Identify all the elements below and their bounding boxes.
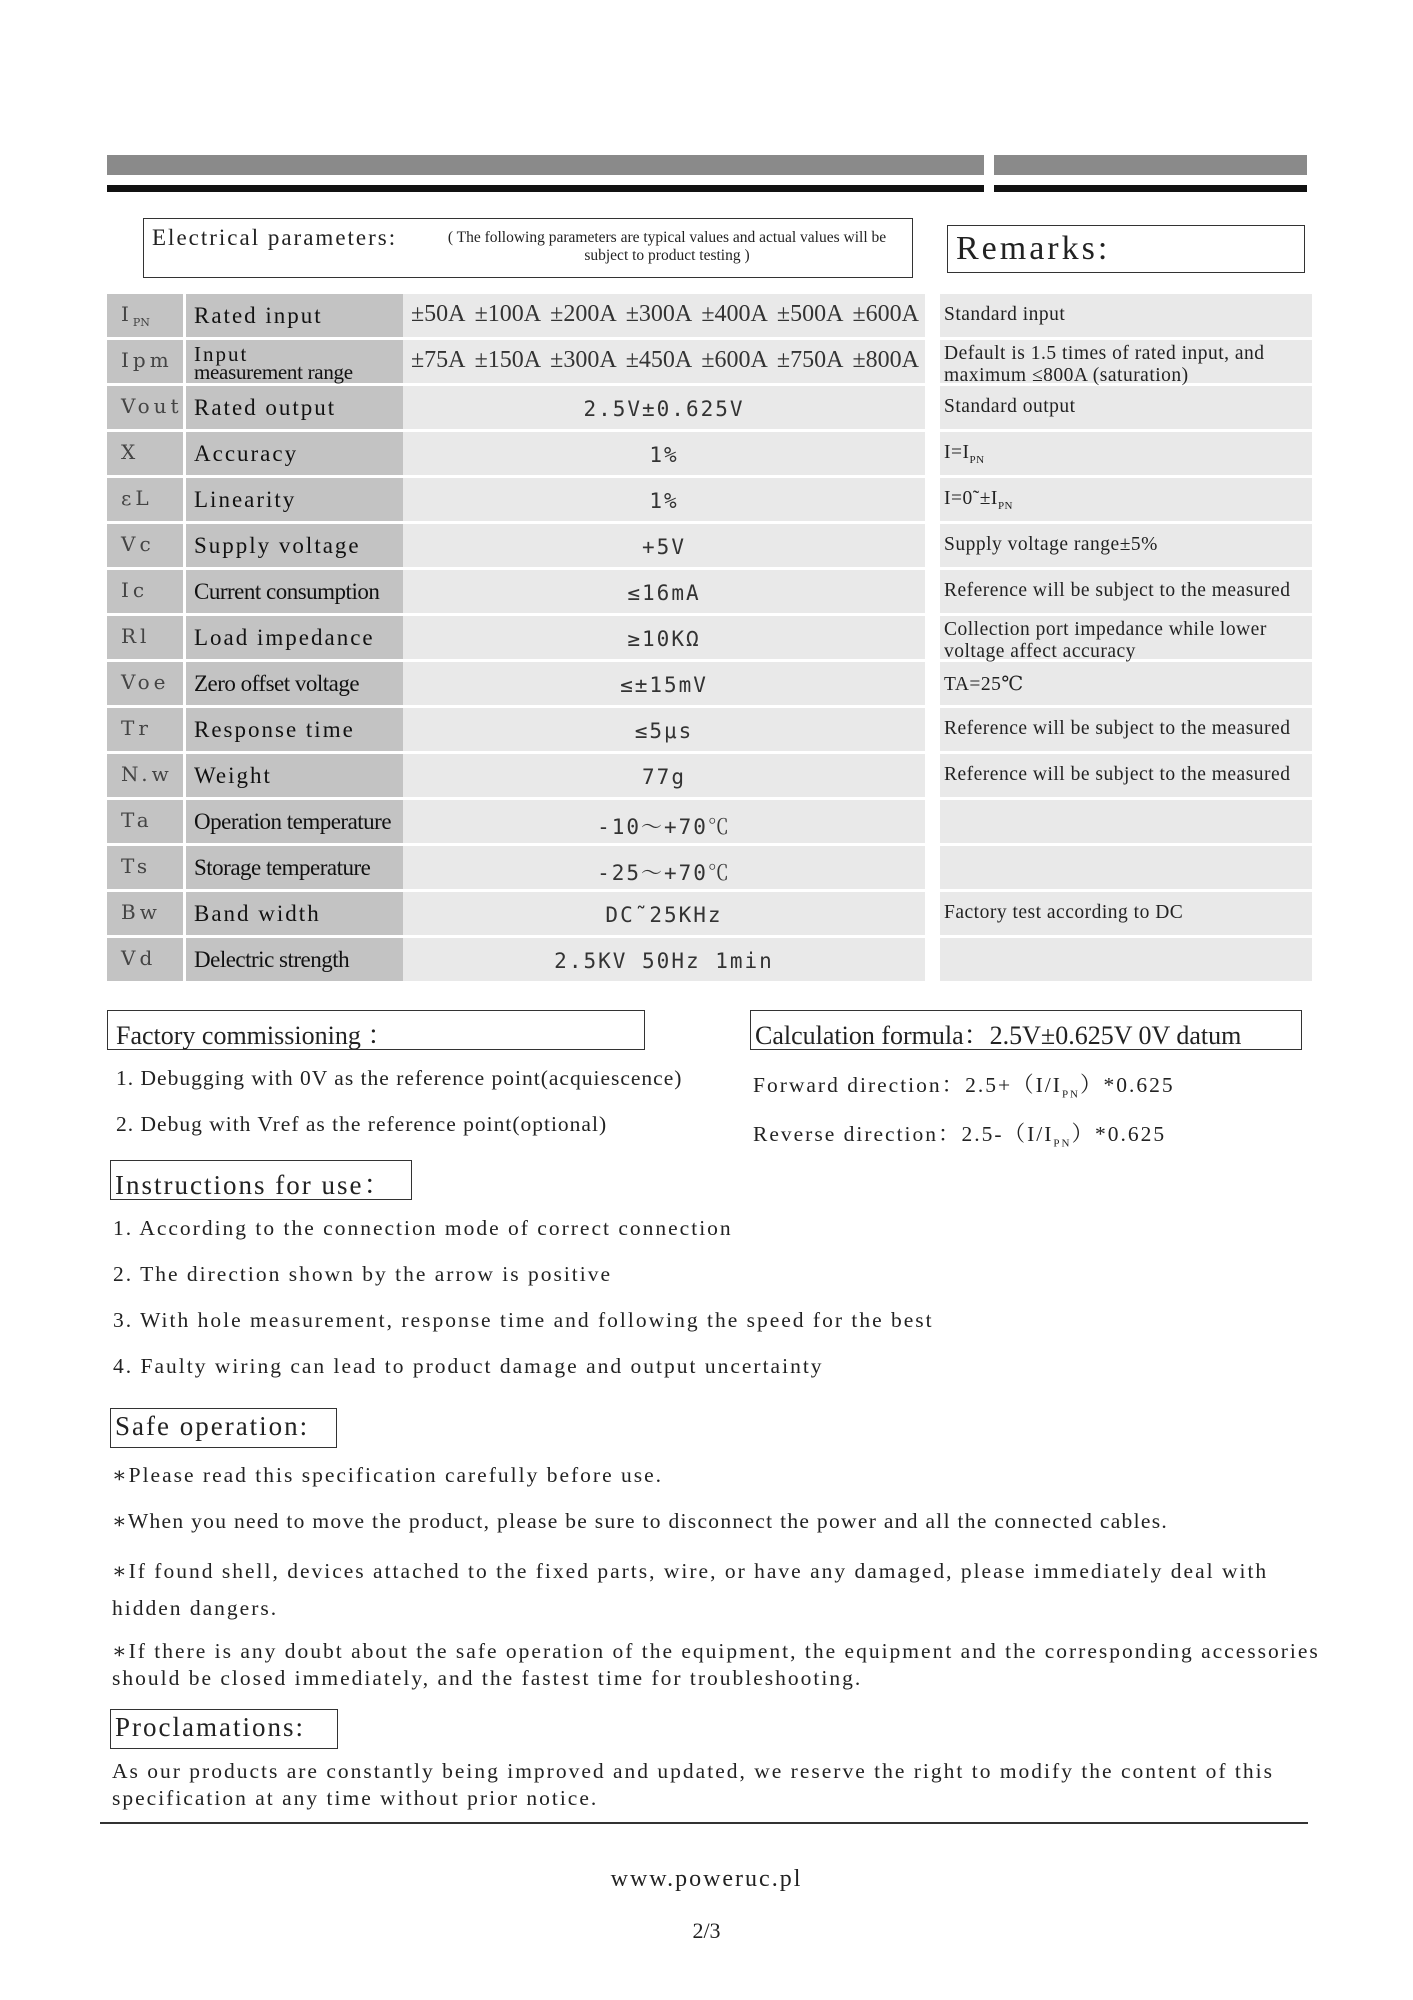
parameter-remark	[940, 524, 1312, 567]
proclamations-title: Proclamations:	[110, 1709, 338, 1749]
parameter-remark-text: I=0˜±I	[944, 488, 998, 509]
parameter-remark-text: Reference will be subject to the measured	[944, 580, 1291, 601]
parameter-symbol-text: Vd	[121, 946, 157, 970]
parameter-symbol-text: I	[121, 302, 133, 326]
safe-item: ∗When you need to move the product, please be sure to disconnect the power and all the connected cables.	[112, 1509, 1169, 1533]
parameter-row	[107, 386, 1307, 431]
parameter-value-item: ±400A	[701, 301, 768, 327]
parameter-value-item: ±450A	[625, 347, 693, 373]
parameter-symbol	[107, 294, 183, 337]
parameter-remark	[940, 570, 1312, 613]
instruction-item: 3. With hole measurement, response time and following the speed for the best	[113, 1308, 934, 1332]
parameter-remark	[940, 386, 1312, 429]
footer-website: www.poweruc.pl	[610, 1866, 803, 1892]
parameter-value: -10～+70℃	[403, 800, 925, 843]
parameter-value-item: ±75A	[411, 347, 466, 373]
parameter-row	[107, 340, 1307, 385]
parameter-row	[107, 524, 1307, 569]
parameter-remark-text: Standard input	[944, 304, 1066, 325]
parameter-row	[107, 754, 1307, 799]
parameter-remark-line: maximum ≤800A (saturation)	[944, 365, 1189, 386]
parameter-remark-text: Standard output	[944, 396, 1076, 417]
parameter-value-item: ±750A	[776, 347, 844, 373]
parameter-remark-sub: PN	[997, 499, 1013, 512]
parameter-value-item: ±600A	[852, 301, 919, 327]
formula-reverse-end: ）*0.625	[1071, 1122, 1167, 1146]
parameter-value-item: ±150A	[474, 347, 542, 373]
parameter-row	[107, 294, 1307, 339]
parameter-symbol-text: Ic	[121, 578, 149, 602]
instruction-item: 4. Faulty wiring can lead to product damage and output uncertainty	[113, 1354, 824, 1378]
parameter-value: ≤5μs	[403, 708, 925, 751]
parameter-remark-line: voltage affect accuracy	[944, 641, 1136, 662]
parameter-remark-line: Default is 1.5 times of rated input, and	[944, 343, 1265, 364]
parameter-name: Storage temperature	[186, 846, 487, 889]
formula-reverse	[753, 1117, 1166, 1149]
safe-item: ∗If there is any doubt about the safe operation of the equipment, the equipment and the corresponding accessories should be closed immediately, and the fastest time for troubleshooting.	[112, 1639, 1320, 1690]
parameter-name: Zero offset voltage	[186, 662, 487, 705]
formula-forward-text: Forward direction：2.5+（I/I	[753, 1073, 1062, 1097]
factory-item: 1. Debugging with 0V as the reference point(acquiescence)	[116, 1066, 683, 1090]
parameter-value-item: ±100A	[474, 301, 542, 327]
proclamations-text: As our products are constantly being improved and updated, we reserve the right to modify the content of this specification at any time without prior notice.	[112, 1759, 1274, 1810]
header-bar-right	[994, 155, 1307, 175]
parameter-symbol	[107, 846, 183, 889]
parameter-symbol-text: Voe	[121, 670, 170, 694]
parameter-name: Accuracy	[186, 432, 487, 475]
parameter-remark-line: Collection port impedance while lower	[944, 619, 1267, 640]
parameter-symbol-text: Rl	[121, 624, 151, 648]
header-rule-right	[994, 185, 1307, 192]
parameter-value: ≥10KΩ	[403, 616, 925, 659]
parameter-name: Current consumption	[186, 570, 487, 613]
parameter-row	[107, 846, 1307, 891]
parameter-remark	[940, 846, 1312, 889]
parameter-symbol-text: Tr	[121, 716, 152, 740]
instruction-item: 2. The direction shown by the arrow is positive	[113, 1262, 613, 1286]
parameter-symbol-text: Ta	[121, 808, 153, 832]
parameter-remark-sub: PN	[969, 453, 985, 466]
formula-forward-sub: PN	[1061, 1088, 1080, 1101]
parameter-name: Response time	[186, 708, 487, 751]
parameter-name: Band width	[186, 892, 487, 935]
parameter-name: Rated output	[186, 386, 487, 429]
parameter-remark	[940, 616, 1312, 662]
parameter-value: 2.5KV 50Hz 1min	[403, 938, 925, 981]
instructions-title: Instructions for use：	[110, 1160, 412, 1200]
parameter-remark	[940, 754, 1312, 797]
safe-item: ∗If found shell, devices attached to the fixed parts, wire, or have any damaged, please immediately deal with hidden dangers.	[112, 1559, 1269, 1620]
footer-divider	[100, 1822, 1308, 1824]
parameter-row	[107, 892, 1307, 937]
parameter-remark-text: Reference will be subject to the measured	[944, 764, 1291, 785]
parameter-value-item: ±300A	[625, 301, 693, 327]
parameter-value: +5V	[403, 524, 925, 567]
parameter-value-item: ±300A	[550, 347, 617, 373]
parameter-symbol	[107, 478, 183, 521]
parameter-name: Rated input	[186, 294, 487, 337]
electrical-parameters-header	[143, 218, 913, 278]
parameter-name: Linearity	[186, 478, 487, 521]
parameter-symbol-text: X	[121, 440, 140, 464]
remarks-header	[947, 225, 1305, 273]
parameter-value-item: ±500A	[776, 301, 844, 327]
parameter-row	[107, 616, 1307, 661]
parameter-value	[403, 294, 925, 337]
parameter-value: -25～+70℃	[403, 846, 925, 889]
parameter-row	[107, 938, 1307, 983]
parameter-name: Delectric strength	[186, 938, 487, 981]
parameter-value: 2.5V±0.625V	[403, 386, 925, 429]
parameter-remark	[940, 340, 1312, 386]
formula-reverse-text: Reverse direction：2.5-（I/I	[753, 1122, 1054, 1146]
parameter-row	[107, 662, 1307, 707]
parameter-remark	[940, 662, 1312, 705]
parameter-symbol	[107, 570, 183, 613]
parameter-row	[107, 570, 1307, 615]
parameter-symbol	[107, 340, 183, 383]
parameter-symbol	[107, 386, 183, 429]
parameter-symbol-text: Vout	[121, 394, 183, 418]
parameter-symbol	[107, 432, 183, 475]
parameter-value: ≤±15mV	[403, 662, 925, 705]
parameter-symbol	[107, 524, 183, 567]
factory-commissioning-title: Factory commissioning ：	[107, 1010, 645, 1050]
parameter-remark	[940, 892, 1312, 935]
parameter-name-line: Input	[194, 342, 249, 366]
formula-reverse-sub: PN	[1053, 1137, 1072, 1150]
factory-item: 2. Debug with Vref as the reference point(optional)	[116, 1112, 608, 1136]
electrical-parameters-note: ( The following parameters are typical values and actual values will be subject to product testing )	[447, 229, 887, 264]
parameter-value-item: ±800A	[852, 347, 919, 373]
remarks-title: Remarks:	[956, 230, 1111, 267]
parameter-value-item: ±600A	[701, 347, 768, 373]
parameter-remark-text: Factory test according to DC	[944, 902, 1184, 923]
parameter-name: Supply voltage	[186, 524, 487, 567]
parameter-symbol	[107, 938, 183, 981]
parameter-value-item: ±50A	[411, 301, 466, 327]
parameter-name: Operation temperature	[186, 800, 487, 843]
parameter-value: DC˜25KHz	[403, 892, 925, 935]
parameter-name: Weight	[186, 754, 487, 797]
formula-forward-end: ）*0.625	[1080, 1073, 1175, 1097]
parameter-symbol	[107, 892, 183, 935]
parameter-remark	[940, 478, 1312, 521]
parameter-symbol-sub: PN	[132, 316, 150, 329]
parameter-symbol	[107, 662, 183, 705]
parameter-name-line: measurement range	[194, 360, 353, 384]
parameter-remark-text: TA=25℃	[944, 674, 1024, 695]
parameter-value: 1%	[403, 432, 925, 475]
calculation-formula-title: Calculation formula：2.5V±0.625V 0V datum	[750, 1010, 1302, 1050]
parameter-remark	[940, 294, 1312, 337]
parameter-remark	[940, 938, 1312, 981]
parameter-remark-text: Reference will be subject to the measured	[944, 718, 1291, 739]
parameter-symbol-text: Vc	[121, 532, 155, 556]
parameter-row	[107, 432, 1307, 477]
parameter-remark	[940, 708, 1312, 751]
parameter-row	[107, 478, 1307, 523]
parameter-symbol-text: εL	[121, 486, 153, 510]
parameter-symbol	[107, 708, 183, 751]
parameter-remark	[940, 800, 1312, 843]
header-rule-left	[107, 185, 984, 192]
formula-forward	[753, 1068, 1175, 1100]
safe-operation-title: Safe operation:	[110, 1408, 337, 1448]
instruction-item: 1. According to the connection mode of correct connection	[113, 1216, 733, 1240]
parameter-symbol-text: Ts	[121, 854, 152, 878]
parameter-symbol-text: Ipm	[121, 348, 173, 372]
parameter-value: 77g	[403, 754, 925, 797]
parameter-symbol	[107, 754, 183, 797]
parameter-row	[107, 800, 1307, 845]
parameter-remark	[940, 432, 1312, 475]
parameter-symbol	[107, 800, 183, 843]
parameter-value: ≤16mA	[403, 570, 925, 613]
parameter-row	[107, 708, 1307, 753]
parameter-symbol	[107, 616, 183, 659]
parameter-symbol-text: N.w	[121, 762, 173, 786]
parameter-value	[403, 340, 925, 383]
parameter-symbol-text: Bw	[121, 900, 161, 924]
header-bar-left	[107, 155, 984, 175]
parameter-value-item: ±200A	[550, 301, 617, 327]
parameter-remark-text: Supply voltage range±5%	[944, 534, 1158, 555]
parameter-remark-text: I=I	[944, 442, 970, 463]
safe-item: ∗Please read this specification carefully before use.	[112, 1463, 664, 1487]
electrical-parameters-title: Electrical parameters:	[152, 225, 398, 250]
parameter-value: 1%	[403, 478, 925, 521]
parameter-name: Load impedance	[186, 616, 487, 659]
footer-page-number: 2/3	[692, 1918, 721, 1943]
